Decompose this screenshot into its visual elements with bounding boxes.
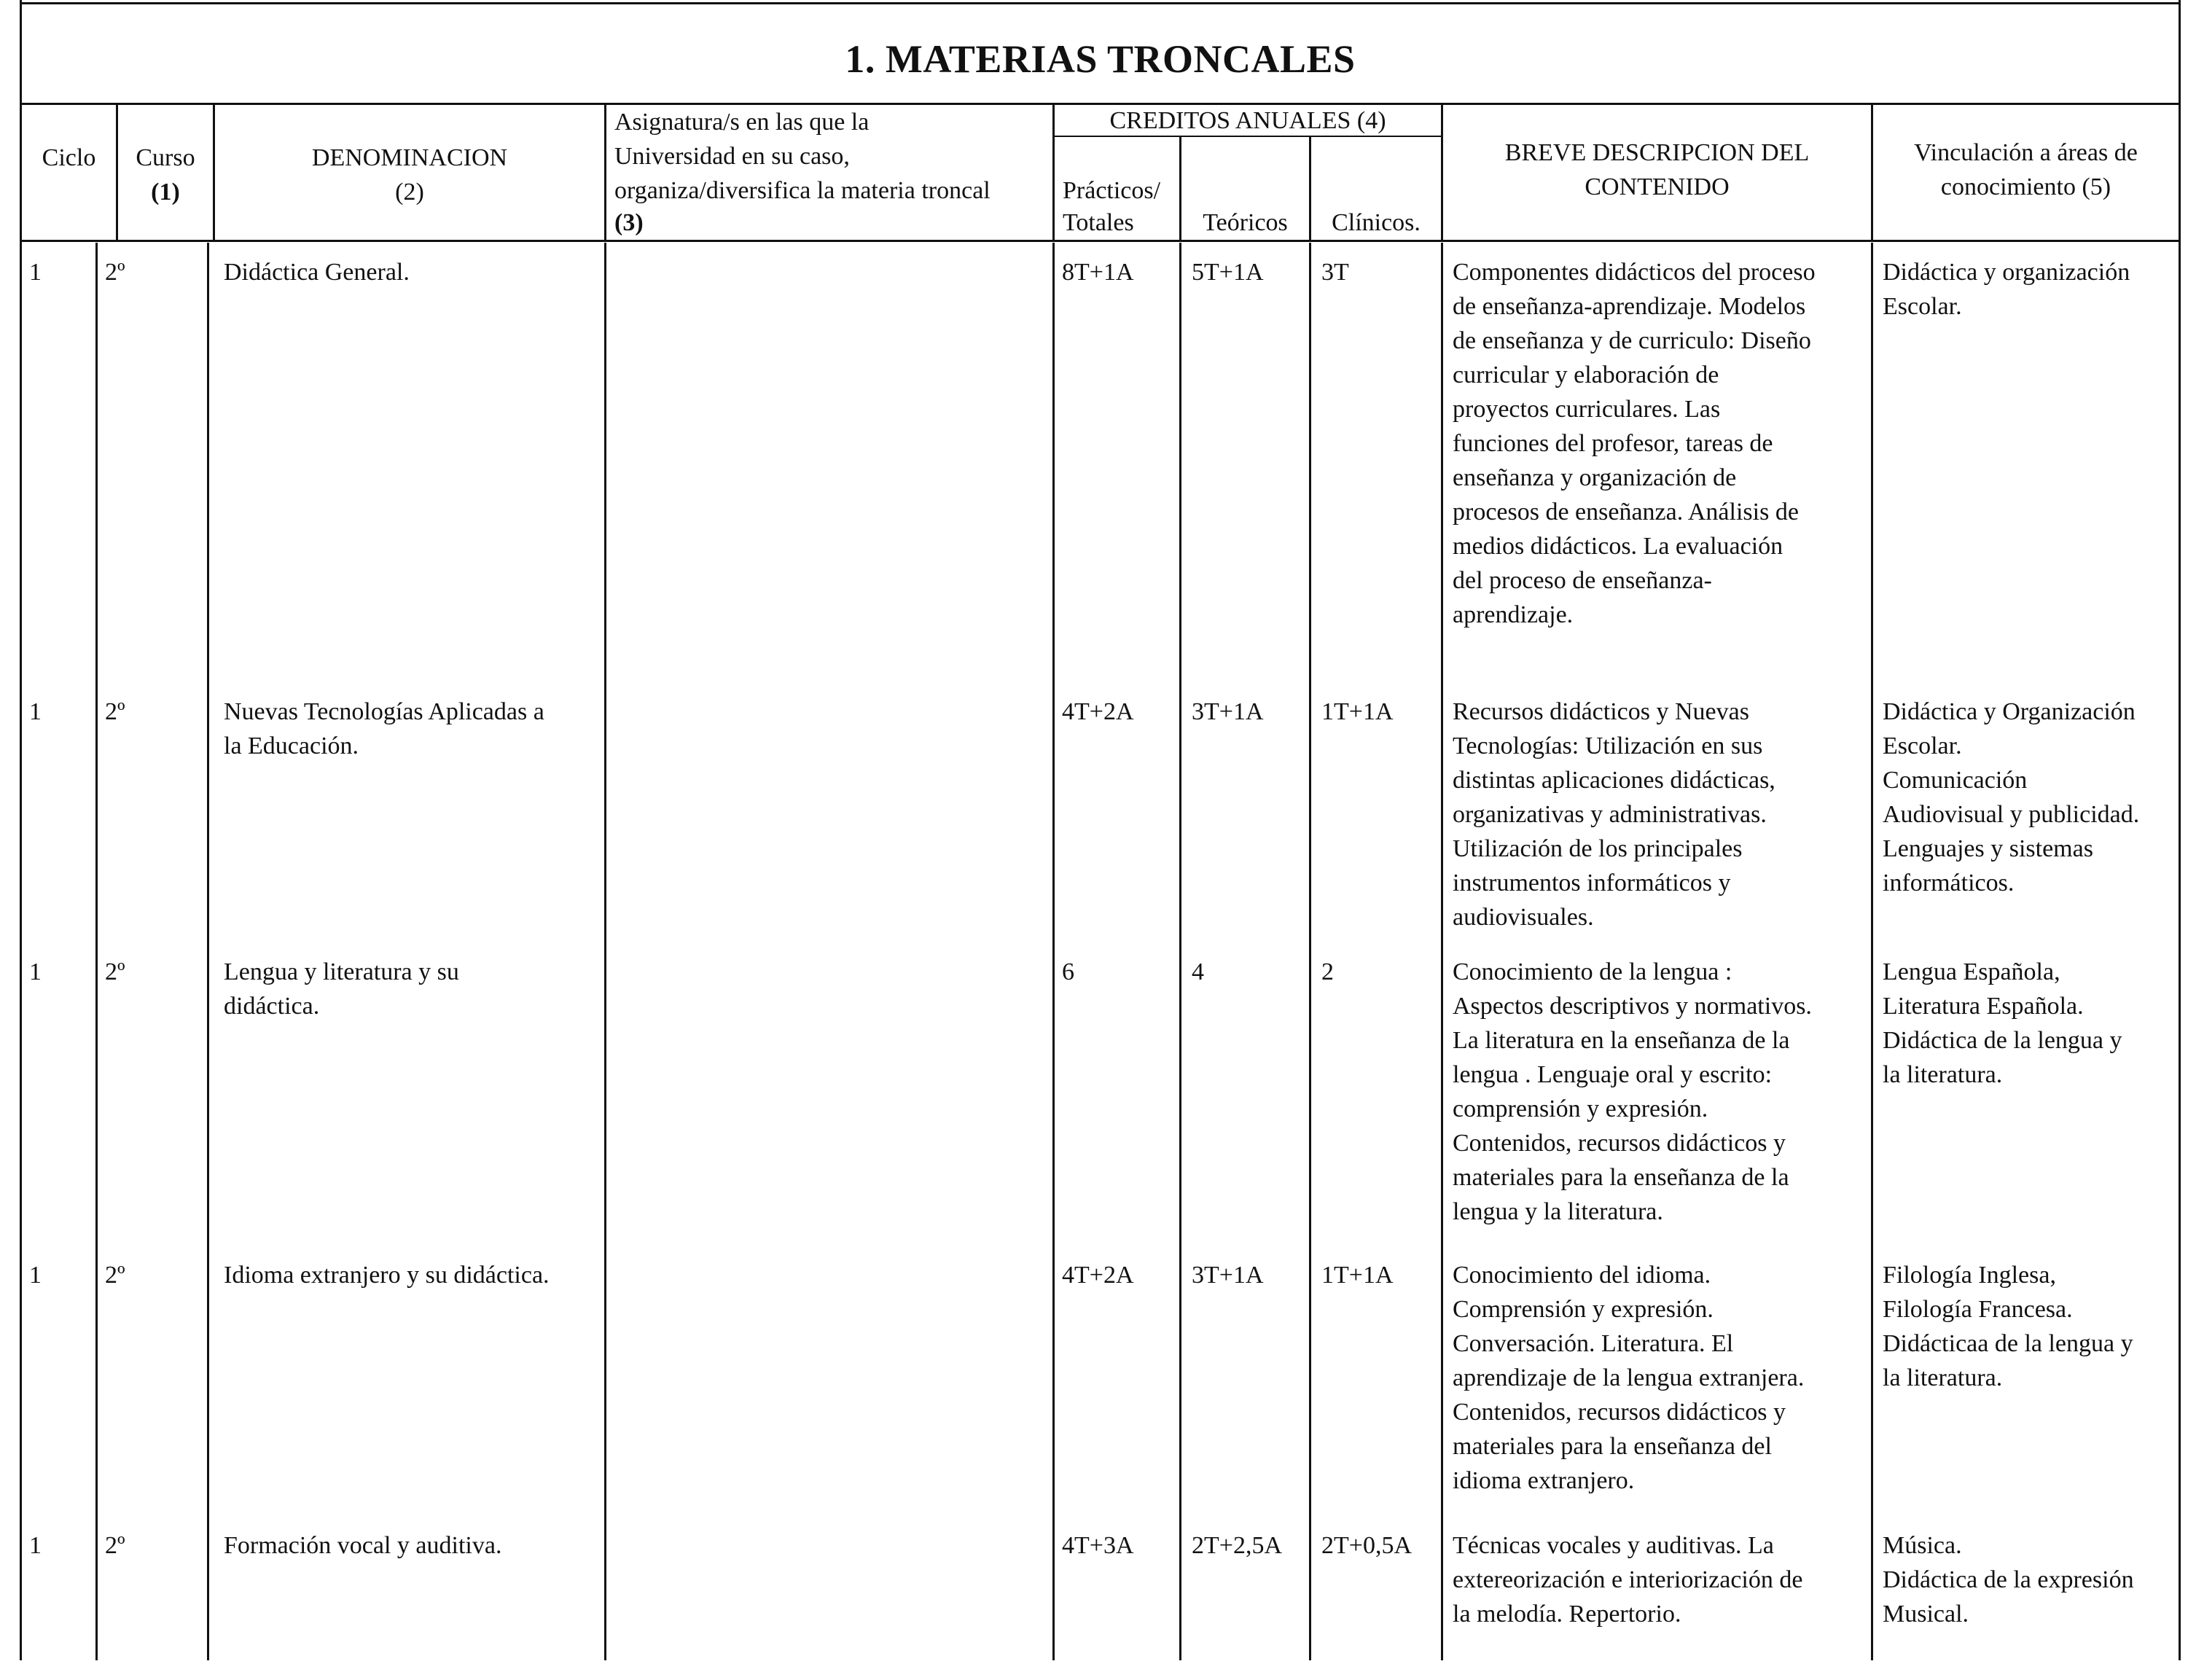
title-box [20, 2, 2181, 104]
cell-vinculacion: Filología Inglesa, Filología Francesa. Didácticaa de la lengua y la literatura. [1883, 1262, 2133, 1391]
cell-ciclo: 1 [29, 958, 42, 985]
cell-ciclo: 1 [29, 1532, 42, 1559]
cell-totales: 8T+1A [1062, 259, 1134, 286]
cell-ciclo: 1 [29, 1262, 42, 1289]
header-denominacion: DENOMINACION [311, 144, 508, 171]
cell-vinculacion: Música. Didáctica de la expresión Musical. [1883, 1532, 2134, 1628]
header-left-rule [20, 0, 22, 243]
body-rule [207, 243, 209, 1660]
header-divider [604, 105, 606, 242]
cell-denominacion: Nuevas Tecnologías Aplicadas a la Educación. [224, 698, 544, 759]
cell-vinculacion: Didáctica y organización Escolar. [1883, 259, 2130, 320]
cell-clinicos: 2T+0,5A [1321, 1532, 1412, 1559]
cell-denominacion: Idioma extranjero y su didáctica. [224, 1262, 550, 1289]
body-rule [20, 243, 22, 1660]
body-rule [604, 243, 606, 1660]
cell-descripcion: Componentes didácticos del proceso de enseñanza-aprendizaje. Modelos de enseñanza y de curriculo: Diseño curricular y elaboración de proyectos curriculares. Las funciones del profesor, tareas de enseñanza y organización de procesos de enseñanza. Análisis de medios didácticos. La evaluación del proceso de enseñanza- aprendizaje. [1453, 259, 1816, 628]
cell-denominacion: Lengua y literatura y su didáctica. [224, 958, 459, 1020]
header-teoricos: Teóricos [1203, 209, 1288, 236]
cell-curso: 2º [105, 698, 125, 725]
cell-vinculacion: Lengua Española, Literatura Española. Didáctica de la lengua y la literatura. [1883, 958, 2122, 1088]
cell-denominacion: Didáctica General. [224, 259, 410, 286]
cell-teoricos: 3T+1A [1192, 698, 1264, 725]
header-creditos: CREDITOS ANUALES (4) [1109, 107, 1386, 134]
header-descripcion: CONTENIDO [1585, 173, 1730, 200]
header-curso: Curso [136, 144, 195, 171]
body-rule [1179, 243, 1181, 1660]
header-ciclo: Ciclo [42, 144, 96, 171]
cell-ciclo: 1 [29, 259, 42, 286]
header-descripcion: BREVE DESCRIPCION DEL [1504, 139, 1810, 166]
cell-teoricos: 4 [1192, 958, 1204, 985]
cell-curso: 2º [105, 958, 125, 985]
cell-clinicos: 1T+1A [1321, 1262, 1394, 1289]
body-rule [1441, 243, 1443, 1660]
cell-descripcion: Conocimiento de la lengua : Aspectos descriptivos y normativos. La literatura en la enseñanza de la lengua . Lenguaje oral y escrito: comprensión y expresión. Contenidos, recursos didácticos y materiales para la enseñanza de la lengua y la literatura. [1453, 958, 1812, 1225]
cell-teoricos: 2T+2,5A [1192, 1532, 1282, 1559]
header-asignatura-line: organiza/diversifica la materia troncal [614, 177, 991, 204]
cell-descripcion: Técnicas vocales y auditivas. La extereorización e interiorización de la melodía. Repertorio. [1453, 1532, 1803, 1628]
header-right-rule [2179, 0, 2181, 243]
header-vinculacion: conocimiento (5) [1940, 173, 2111, 200]
header-vinculacion: Vinculación a áreas de [1914, 139, 2138, 166]
cell-totales: 4T+2A [1062, 1262, 1134, 1289]
header-asignatura-note: (3) [614, 209, 644, 236]
body-rule [1871, 243, 1873, 1660]
cell-curso: 2º [105, 1262, 125, 1289]
header-clinicos: Clínicos. [1332, 209, 1421, 236]
body-rule [95, 243, 98, 1660]
cell-totales: 6 [1062, 958, 1074, 985]
page-title: 1. MATERIAS TRONCALES [845, 37, 1356, 81]
cell-ciclo: 1 [29, 698, 42, 725]
cell-descripcion: Recursos didácticos y Nuevas Tecnologías: Utilización en sus distintas aplicaciones didácticas, organizativas y administrativas. Utilización de los principales instrumentos informáticos y audiovisuales. [1453, 698, 1775, 931]
cell-totales: 4T+3A [1062, 1532, 1134, 1559]
header-practicos: Prácticos/ [1063, 177, 1161, 204]
header-bottom-rule [20, 240, 2181, 242]
header-asignatura-line: Universidad en su caso, [614, 143, 850, 170]
cell-clinicos: 2 [1321, 958, 1334, 985]
cell-denominacion: Formación vocal y auditiva. [224, 1532, 502, 1559]
header-curso-note: (1) [151, 179, 180, 206]
cell-vinculacion: Didáctica y Organización Escolar. Comunicación Audiovisual y publicidad. Lenguajes y sistemas informáticos. [1883, 698, 2140, 896]
body-rule [1052, 243, 1055, 1660]
cell-teoricos: 3T+1A [1192, 1262, 1264, 1289]
cell-clinicos: 1T+1A [1321, 698, 1394, 725]
header-totales: Totales [1063, 209, 1134, 236]
header-asignatura-line: Asignatura/s en las que la [614, 109, 870, 136]
cell-curso: 2º [105, 1532, 125, 1559]
cell-clinicos: 3T [1321, 259, 1349, 286]
body-rule [1309, 243, 1311, 1660]
cell-descripcion: Conocimiento del idioma. Comprensión y expresión. Conversación. Literatura. El aprendizaje de la lengua extranjera. Contenidos, recursos didácticos y materiales para la enseñanza del idioma extranjero. [1453, 1262, 1805, 1494]
header-denominacion-note: (2) [395, 179, 424, 206]
body-rule [2179, 243, 2181, 1660]
cell-totales: 4T+2A [1062, 698, 1134, 725]
cell-teoricos: 5T+1A [1192, 259, 1264, 286]
cell-curso: 2º [105, 259, 125, 286]
